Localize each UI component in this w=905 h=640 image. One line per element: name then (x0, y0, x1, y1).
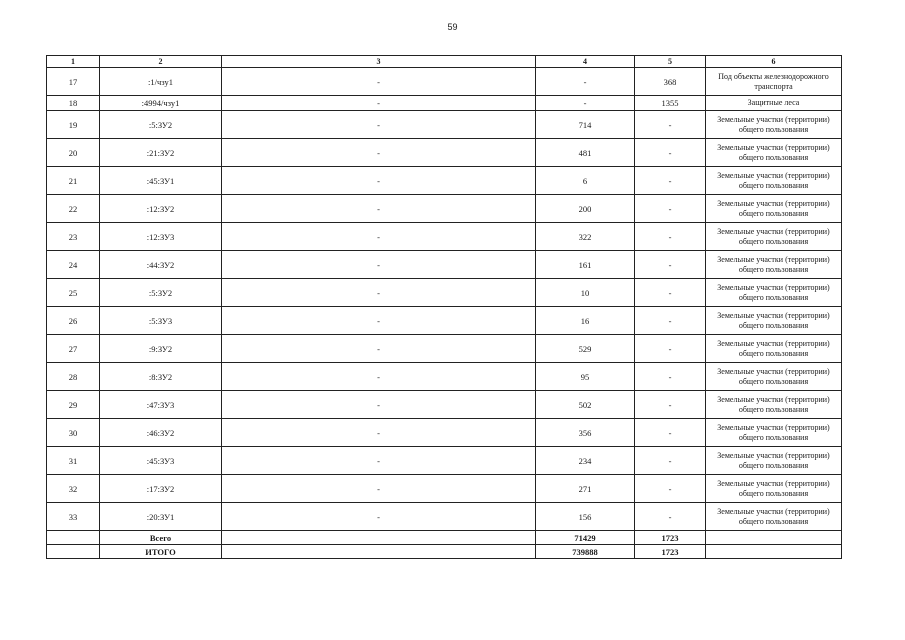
total-area-cell: 71429 (536, 531, 635, 545)
column-3-cell: - (222, 419, 536, 447)
purpose-cell: Земельные участки (территории) общего пользования (706, 111, 842, 139)
empty-cell (47, 531, 100, 545)
column-3-cell: - (222, 96, 536, 111)
land-plots-table (46, 55, 842, 559)
purpose-cell: Земельные участки (территории) общего пользования (706, 223, 842, 251)
table-row (47, 335, 842, 363)
table-row (47, 363, 842, 391)
row-number-cell: 17 (47, 68, 100, 96)
area-cell: 271 (536, 475, 635, 503)
purpose-cell: Земельные участки (территории) общего пользования (706, 363, 842, 391)
area-cell: 356 (536, 419, 635, 447)
column-3-cell: - (222, 223, 536, 251)
area-cell: 502 (536, 391, 635, 419)
column-3-cell: - (222, 335, 536, 363)
empty-cell (222, 531, 536, 545)
row-number-cell: 22 (47, 195, 100, 223)
table-row (47, 391, 842, 419)
row-number-cell: 31 (47, 447, 100, 475)
table-row (47, 251, 842, 279)
plot-code-cell: :47:ЗУ3 (100, 391, 222, 419)
plot-code-cell: :12:ЗУ3 (100, 223, 222, 251)
area-2-cell: - (635, 111, 706, 139)
area-cell: 10 (536, 279, 635, 307)
area-2-cell: - (635, 195, 706, 223)
area-2-cell: - (635, 503, 706, 531)
area-cell: 6 (536, 167, 635, 195)
area-cell: 200 (536, 195, 635, 223)
area-2-cell: 368 (635, 68, 706, 96)
purpose-cell: Защитные леса (706, 96, 842, 111)
row-number-cell: 19 (47, 111, 100, 139)
row-number-cell: 29 (47, 391, 100, 419)
header-cell: 4 (536, 56, 635, 68)
column-3-cell: - (222, 279, 536, 307)
empty-cell (222, 545, 536, 559)
page-number: 59 (447, 22, 458, 32)
area-cell: 234 (536, 447, 635, 475)
row-number-cell: 23 (47, 223, 100, 251)
plot-code-cell: :17:ЗУ2 (100, 475, 222, 503)
purpose-cell: Земельные участки (территории) общего пользования (706, 195, 842, 223)
table-row (47, 96, 842, 111)
column-3-cell: - (222, 68, 536, 96)
table-row (47, 503, 842, 531)
empty-cell (706, 531, 842, 545)
row-number-cell: 32 (47, 475, 100, 503)
row-number-cell: 33 (47, 503, 100, 531)
total-label-cell: Всего (100, 531, 222, 545)
total-label-cell: ИТОГО (100, 545, 222, 559)
area-2-cell: - (635, 335, 706, 363)
empty-cell (47, 545, 100, 559)
table-row (47, 419, 842, 447)
plot-code-cell: :1/чзу1 (100, 68, 222, 96)
total-area-2-cell: 1723 (635, 531, 706, 545)
purpose-cell: Земельные участки (территории) общего пользования (706, 475, 842, 503)
row-number-cell: 28 (47, 363, 100, 391)
header-cell: 1 (47, 56, 100, 68)
purpose-cell: Земельные участки (территории) общего пользования (706, 419, 842, 447)
table-row (47, 167, 842, 195)
plot-code-cell: :45:ЗУ1 (100, 167, 222, 195)
header-row (47, 56, 842, 68)
area-cell: 529 (536, 335, 635, 363)
plot-code-cell: :44:ЗУ2 (100, 251, 222, 279)
plot-code-cell: :20:ЗУ1 (100, 503, 222, 531)
plot-code-cell: :5:ЗУ2 (100, 279, 222, 307)
column-3-cell: - (222, 475, 536, 503)
area-cell: 322 (536, 223, 635, 251)
plot-code-cell: :5:ЗУ2 (100, 111, 222, 139)
area-2-cell: 1355 (635, 96, 706, 111)
header-cell: 6 (706, 56, 842, 68)
column-3-cell: - (222, 503, 536, 531)
purpose-cell: Земельные участки (территории) общего пользования (706, 503, 842, 531)
purpose-cell: Земельные участки (территории) общего пользования (706, 139, 842, 167)
area-2-cell: - (635, 223, 706, 251)
area-2-cell: - (635, 475, 706, 503)
plot-code-cell: :9:ЗУ2 (100, 335, 222, 363)
total-area-2-cell: 1723 (635, 545, 706, 559)
area-cell: 481 (536, 139, 635, 167)
header-cell: 5 (635, 56, 706, 68)
table-row (47, 307, 842, 335)
area-cell: - (536, 96, 635, 111)
plot-code-cell: :5:ЗУ3 (100, 307, 222, 335)
purpose-cell: Земельные участки (территории) общего пользования (706, 335, 842, 363)
area-cell: 16 (536, 307, 635, 335)
area-2-cell: - (635, 167, 706, 195)
row-number-cell: 18 (47, 96, 100, 111)
area-2-cell: - (635, 419, 706, 447)
table-row (47, 447, 842, 475)
column-3-cell: - (222, 251, 536, 279)
row-number-cell: 30 (47, 419, 100, 447)
row-number-cell: 27 (47, 335, 100, 363)
area-2-cell: - (635, 307, 706, 335)
table-body (47, 68, 842, 559)
area-2-cell: - (635, 447, 706, 475)
row-number-cell: 26 (47, 307, 100, 335)
total-row (47, 545, 842, 559)
total-area-cell: 739888 (536, 545, 635, 559)
column-3-cell: - (222, 195, 536, 223)
column-3-cell: - (222, 111, 536, 139)
purpose-cell: Земельные участки (территории) общего пользования (706, 447, 842, 475)
row-number-cell: 20 (47, 139, 100, 167)
area-cell: 161 (536, 251, 635, 279)
area-2-cell: - (635, 279, 706, 307)
area-2-cell: - (635, 363, 706, 391)
row-number-cell: 24 (47, 251, 100, 279)
plot-code-cell: :8:ЗУ2 (100, 363, 222, 391)
purpose-cell: Земельные участки (территории) общего пользования (706, 307, 842, 335)
plot-code-cell: :46:ЗУ2 (100, 419, 222, 447)
purpose-cell: Земельные участки (территории) общего пользования (706, 167, 842, 195)
total-row (47, 531, 842, 545)
table-row (47, 139, 842, 167)
row-number-cell: 21 (47, 167, 100, 195)
table-row (47, 68, 842, 96)
plot-code-cell: :12:ЗУ2 (100, 195, 222, 223)
empty-cell (706, 545, 842, 559)
area-2-cell: - (635, 251, 706, 279)
row-number-cell: 25 (47, 279, 100, 307)
table-row (47, 279, 842, 307)
header-cell: 3 (222, 56, 536, 68)
column-3-cell: - (222, 307, 536, 335)
column-3-cell: - (222, 167, 536, 195)
column-3-cell: - (222, 139, 536, 167)
plot-code-cell: :21:ЗУ2 (100, 139, 222, 167)
plot-code-cell: :4994/чзу1 (100, 96, 222, 111)
table-row (47, 195, 842, 223)
header-cell: 2 (100, 56, 222, 68)
area-cell: 95 (536, 363, 635, 391)
purpose-cell: Земельные участки (территории) общего пользования (706, 391, 842, 419)
table-row (47, 223, 842, 251)
table-row (47, 111, 842, 139)
table-row (47, 475, 842, 503)
area-cell: 156 (536, 503, 635, 531)
area-cell: 714 (536, 111, 635, 139)
column-3-cell: - (222, 447, 536, 475)
purpose-cell: Под объекты железнодорожного транспорта (706, 68, 842, 96)
area-cell: - (536, 68, 635, 96)
purpose-cell: Земельные участки (территории) общего пользования (706, 279, 842, 307)
column-3-cell: - (222, 391, 536, 419)
area-2-cell: - (635, 139, 706, 167)
column-3-cell: - (222, 363, 536, 391)
purpose-cell: Земельные участки (территории) общего пользования (706, 251, 842, 279)
area-2-cell: - (635, 391, 706, 419)
plot-code-cell: :45:ЗУ3 (100, 447, 222, 475)
